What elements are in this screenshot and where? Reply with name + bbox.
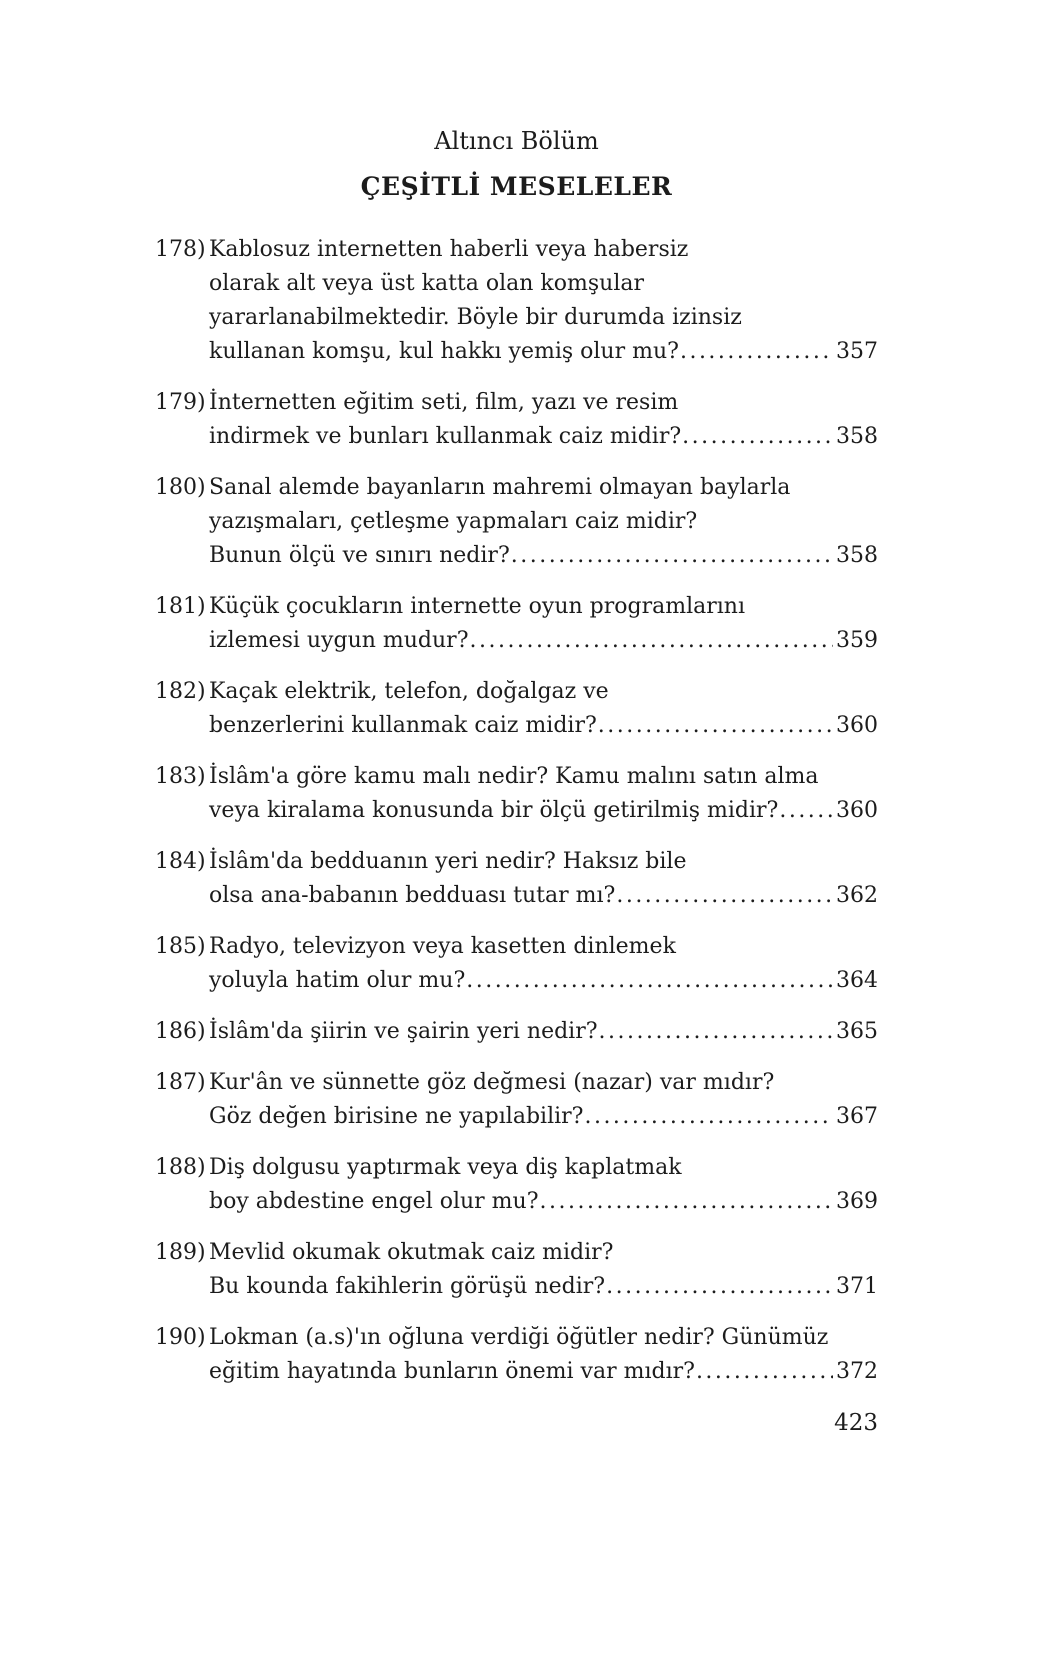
- dot-leader: [682, 420, 833, 454]
- entry-body: [209, 930, 878, 998]
- entry-text: Göz değen birisine ne yapılabilir?: [209, 1104, 584, 1129]
- toc-entry: [155, 1236, 878, 1304]
- entry-body: [209, 471, 878, 573]
- entry-page-number: 364: [836, 968, 878, 993]
- dot-leader: [511, 539, 833, 573]
- entry-number: 184): [155, 849, 206, 874]
- entry-number: 187): [155, 1070, 206, 1095]
- entry-body: [209, 1151, 878, 1219]
- dot-leader: [540, 1185, 833, 1219]
- toc-entry: [155, 1151, 878, 1219]
- entry-body: [209, 845, 878, 913]
- entry-page-number: 358: [836, 424, 878, 449]
- entry-page-number: 357: [836, 339, 878, 364]
- entry-line: [209, 1100, 878, 1134]
- entry-page-number: 359: [836, 628, 878, 653]
- toc-entry: [155, 1321, 878, 1389]
- entry-line: İnternetten eğitim seti, film, yazı ve resim: [209, 390, 679, 415]
- entry-line: [209, 964, 878, 998]
- entry-line: Lokman (a.s)'ın oğluna verdiği öğütler nedir? Günümüz: [209, 1325, 829, 1350]
- entry-line: İslâm'a göre kamu malı nedir? Kamu malını satın alma: [209, 764, 819, 789]
- entry-body: [209, 1236, 878, 1304]
- entry-page-number: 367: [836, 1104, 878, 1129]
- entry-line: Radyo, televizyon veya kasetten dinlemek: [209, 934, 676, 959]
- entry-line: [209, 794, 878, 828]
- entry-page-number: 365: [836, 1019, 878, 1044]
- entry-page-number: 372: [836, 1359, 878, 1384]
- dot-leader: [680, 335, 833, 369]
- entry-text: veya kiralama konusunda bir ölçü getirilmiş midir?: [209, 798, 779, 823]
- entry-number: 180): [155, 475, 206, 500]
- entry-body: [209, 1066, 878, 1134]
- toc-entry: [155, 1066, 878, 1134]
- dot-leader: [606, 1270, 833, 1304]
- entry-text: olsa ana-babanın bedduası tutar mı?: [209, 883, 616, 908]
- toc-entry: [155, 233, 878, 369]
- entry-line: [209, 420, 878, 454]
- entry-number: 186): [155, 1019, 206, 1044]
- entry-line: [209, 1355, 878, 1389]
- page-number: 423: [834, 1410, 878, 1436]
- entry-line: [209, 1270, 878, 1304]
- entry-line: Kablosuz internetten haberli veya habersiz: [209, 237, 689, 262]
- entry-text: kullanan komşu, kul hakkı yemiş olur mu?: [209, 339, 679, 364]
- entry-line: olarak alt veya üst katta olan komşular: [209, 271, 644, 296]
- toc-entry: [155, 471, 878, 573]
- entry-body: [209, 675, 878, 743]
- dot-leader: [466, 964, 833, 998]
- toc-entry: [155, 386, 878, 454]
- entry-line: [209, 1015, 878, 1049]
- entry-page-number: 360: [836, 713, 878, 738]
- entry-number: 185): [155, 934, 206, 959]
- entry-body: [209, 233, 878, 369]
- entry-body: [209, 590, 878, 658]
- dot-leader: [779, 794, 833, 828]
- entry-text: Bunun ölçü ve sınırı nedir?: [209, 543, 510, 568]
- entry-line: [209, 624, 878, 658]
- entry-text: yoluyla hatim olur mu?: [209, 968, 466, 993]
- entry-text: benzerlerini kullanmak caiz midir?: [209, 713, 597, 738]
- page-content: [155, 126, 878, 1406]
- dot-leader: [599, 1015, 833, 1049]
- entry-line: Kaçak elektrik, telefon, doğalgaz ve: [209, 679, 609, 704]
- toc-entry: [155, 1015, 878, 1049]
- entry-line: [209, 1185, 878, 1219]
- entry-line: Sanal alemde bayanların mahremi olmayan baylarla: [209, 475, 791, 500]
- entry-page-number: 362: [836, 883, 878, 908]
- entry-number: 182): [155, 679, 206, 704]
- toc-entry: [155, 845, 878, 913]
- entry-number: 188): [155, 1155, 206, 1180]
- entry-line: [209, 335, 878, 369]
- entry-line: Kur'ân ve sünnette göz değmesi (nazar) var mıdır?: [209, 1070, 775, 1095]
- entry-line: Mevlid okumak okutmak caiz midir?: [209, 1240, 614, 1265]
- entry-text: eğitim hayatında bunların önemi var mıdır?: [209, 1359, 695, 1384]
- entry-number: 178): [155, 237, 206, 262]
- section-title: ÇEŞİTLİ MESELELER: [360, 172, 673, 201]
- dot-leader: [470, 624, 834, 658]
- entry-number: 189): [155, 1240, 206, 1265]
- entry-line: [209, 709, 878, 743]
- entry-line: yazışmaları, çetleşme yapmaları caiz midir?: [209, 509, 698, 534]
- toc-entry: [155, 675, 878, 743]
- toc-entry: [155, 590, 878, 658]
- toc-entry: [155, 930, 878, 998]
- dot-leader: [696, 1355, 833, 1389]
- entry-line: [209, 539, 878, 573]
- entry-number: 181): [155, 594, 206, 619]
- entry-body: [209, 760, 878, 828]
- entry-page-number: 369: [836, 1189, 878, 1214]
- entry-line: İslâm'da bedduanın yeri nedir? Haksız bile: [209, 849, 687, 874]
- entry-number: 179): [155, 390, 206, 415]
- entry-number: 183): [155, 764, 206, 789]
- entry-line: Diş dolgusu yaptırmak veya diş kaplatmak: [209, 1155, 682, 1180]
- entry-number: 190): [155, 1325, 206, 1350]
- entry-text: izlemesi uygun mudur?: [209, 628, 469, 653]
- toc-list: [155, 233, 878, 1389]
- entry-text: indirmek ve bunları kullanmak caiz midir?: [209, 424, 682, 449]
- entry-body: [209, 1321, 878, 1389]
- entry-line: Küçük çocukların internette oyun programlarını: [209, 594, 745, 619]
- entry-text: boy abdestine engel olur mu?: [209, 1189, 539, 1214]
- dot-leader: [584, 1100, 833, 1134]
- chapter-heading: Altıncı Bölüm: [434, 127, 599, 155]
- toc-entry: [155, 760, 878, 828]
- entry-body: [209, 386, 878, 454]
- entry-line: yararlanabilmektedir. Böyle bir durumda izinsiz: [209, 305, 742, 330]
- dot-leader: [598, 709, 833, 743]
- entry-body: [209, 1015, 878, 1049]
- entry-page-number: 358: [836, 543, 878, 568]
- dot-leader: [616, 879, 833, 913]
- entry-text: Bu kounda fakihlerin görüşü nedir?: [209, 1274, 606, 1299]
- entry-text: İslâm'da şiirin ve şairin yeri nedir?: [209, 1019, 598, 1044]
- entry-page-number: 371: [836, 1274, 878, 1299]
- entry-line: [209, 879, 878, 913]
- entry-page-number: 360: [836, 798, 878, 823]
